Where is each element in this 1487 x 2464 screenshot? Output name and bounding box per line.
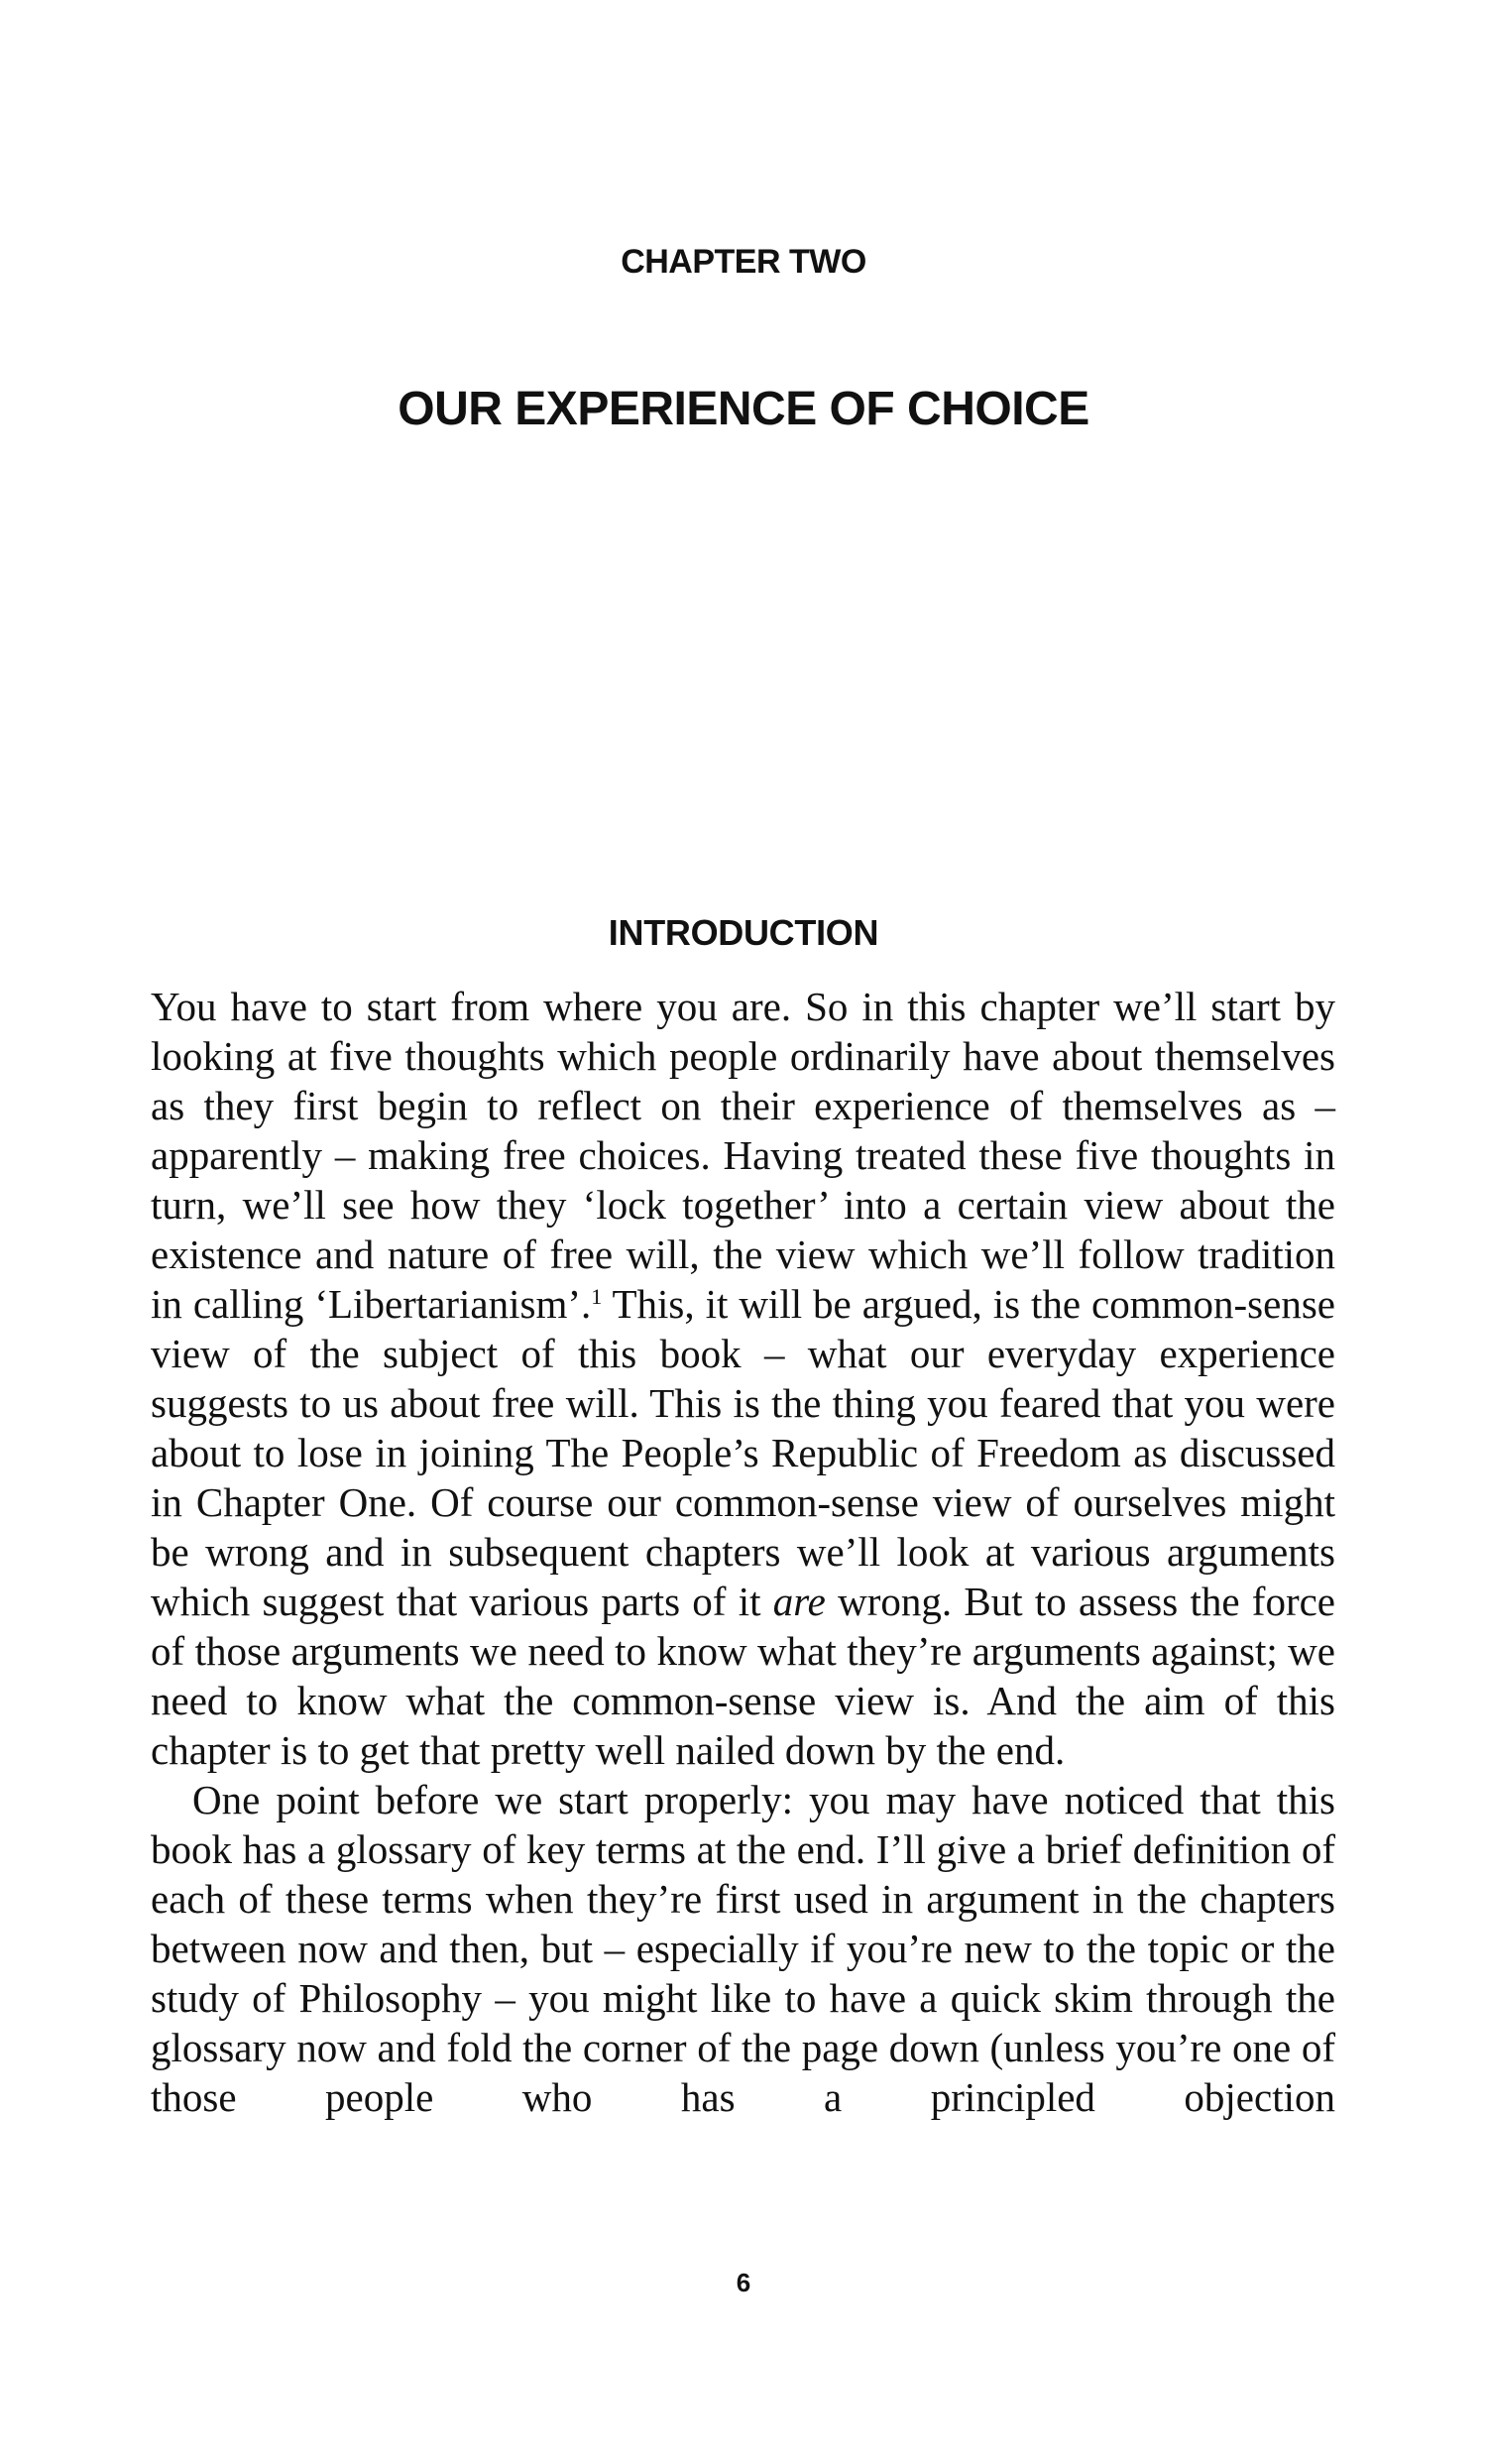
- paragraph-text: This, it will be argued, is the common-sense view of the subject of this book – what our everyday experience suggests to us about free will. This is the thing you feared that you were about to lose in joining The People’s Republic of Freedom as discussed in Chapter One. Of course our common-sense view of ourselves might be wrong and in subsequent chapters we’ll look at various arguments which suggest that various parts of it: [151, 1281, 1335, 1624]
- body-text: [151, 982, 1335, 2122]
- paragraph-text: You have to start from where you are. So in this chapter we’ll start by looking at five thoughts which people ordinarily have about themselves as they first begin to reflect on their experience of themselves as – apparently – making free choices. Having treated these five thoughts in turn, we’ll see how they ‘lock together’ into a certain view about the existence and nature of free will, the view which we’ll follow tradition in calling ‘Libertarianism’.: [151, 984, 1335, 1327]
- chapter-label: CHAPTER TWO: [621, 243, 866, 281]
- paragraph-text: wrong. But to assess the force of those arguments we need to know what they’re arguments against; we need to know what the common-sense view is. And the aim of this chapter is to get that pretty well nailed down by the end.: [151, 1579, 1335, 1773]
- emphasis-text: are: [772, 1579, 826, 1624]
- page-number: 6: [736, 2268, 751, 2297]
- footnote-reference[interactable]: 1: [591, 1284, 603, 1309]
- section-heading: INTRODUCTION: [608, 912, 879, 953]
- paragraph-glossary-note: One point before we start properly: you may have noticed that this book has a glossary of key terms at the end. I’ll give a brief definition of each of these terms when they’re first used in argument in the chapters between now and then, but – especially if you’re new to the topic or the study of Philosophy – you might like to have a quick skim through the glossary now and fold the corner of the page down (unless you’re one of those people who has a principled objection: [151, 1777, 1335, 2120]
- chapter-title: OUR EXPERIENCE OF CHOICE: [398, 383, 1089, 435]
- paragraph-introduction: [151, 982, 1335, 1775]
